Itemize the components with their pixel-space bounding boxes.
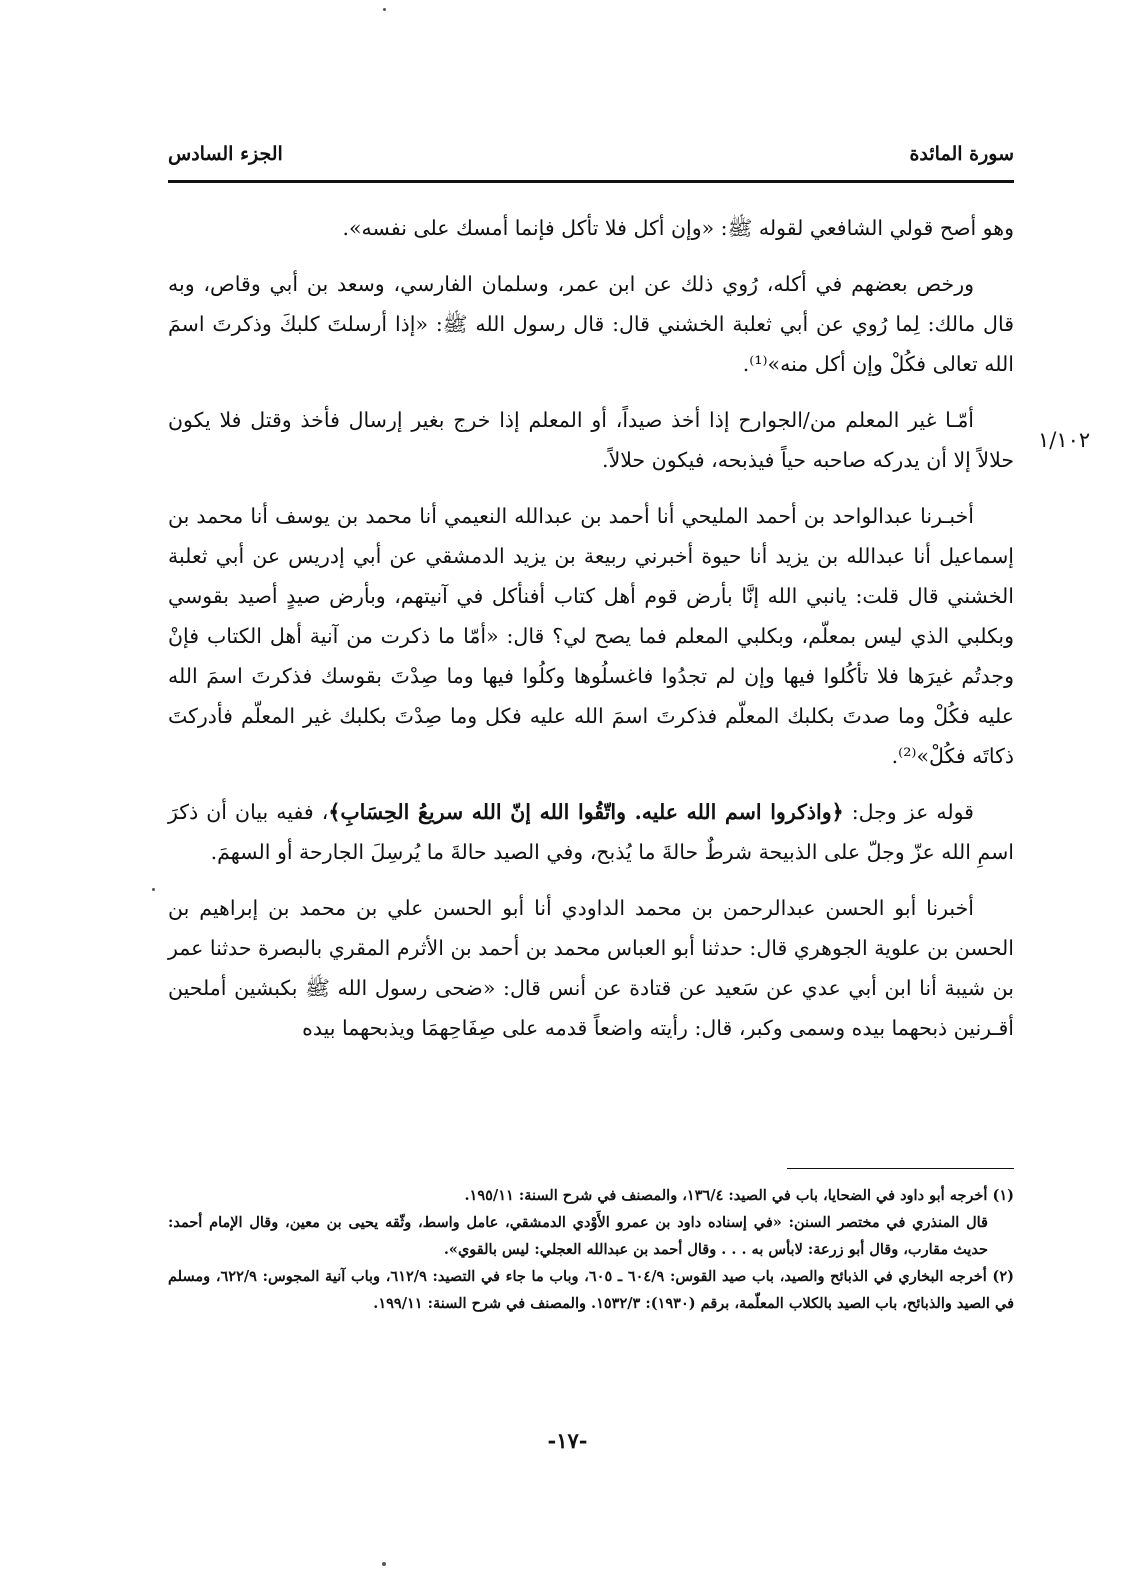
scan-speck [152, 888, 155, 891]
paragraph-3: أمّـا غير المعلم من/الجوارح إذا أخذ صيداً، أو المعلم إذا خرج بغير إرسال فأخذ وقتل فلا يكون حلالاً إلا أن يدركه صاحبه حياً فيذبحه، فيكون حلالاً. [168, 408, 1014, 472]
paragraph-1: وهو أصح قولي الشافعي لقوله ﷺ: «وإن أكل فلا تأكل فإنما أمسك على نفسه». [342, 216, 1014, 240]
part-title: الجزء السادس [168, 143, 283, 165]
paragraph-2: ورخص بعضهم في أكله، رُوي ذلك عن ابن عمر، وسلمان الفارسي، وسعد بن أبي وقاص، وبه قال مالك: لِما رُوي عن أبي ثعلبة الخشني قال: قال رسول الله ﷺ: «إذا أرسلتَ كلبكَ وذكرتَ اسمَ الله تعالى فكُلْ وإن أكل منه»⁽¹⁾. [168, 272, 1014, 376]
header-rule [168, 180, 1014, 183]
page-number: -١٧- [547, 1428, 588, 1453]
surah-title: سورة المائدة [909, 143, 1014, 165]
main-text [168, 208, 1014, 1064]
footnote-2: (٢) أخرجه البخاري في الذبائح والصيد، باب صيد القوس: ٦٠٤/٩ ـ ٦٠٥، وباب ما جاء في التصيد: ٦١٢/٩، وباب آنية المجوس: ٦٢٢/٩، ومسلم في الصيد والذبائح، باب الصيد بالكلاب المعلّمة، برقم (١٩٣٠): ١٥٣٢/٣. والمصنف في شرح السنة: ١٩٩/١١. [168, 1268, 1014, 1312]
quran-verse: ﴿واذكروا اسم الله عليه. واتّقُوا الله إنّ الله سريعُ الحِسَابِ﴾ [328, 800, 844, 824]
paragraph-6: أخبرنا أبو الحسن عبدالرحمن بن محمد الداودي أنا أبو الحسن علي بن محمد بن إبراهيم بن الحسن بن علوية الجوهري قال: حدثنا أبو العباس محمد بن أحمد بن الأثرم المقري بالبصرة حدثنا عمر بن شيبة أنا ابن أبي عدي عن سَعيد عن قتادة عن أنس قال: «ضحى رسول الله ﷺ بكبشين أملحين أقـرنين ذبحهما بيده وسمى وكبر، قال: رأيته واضعاً قدمه على صِفَاحِهمَا ويذبحهما بيده [168, 896, 1014, 1040]
margin-marker: ١/١٠٢ [1038, 428, 1091, 452]
quran-suffix: ، ففيه بيان أن ذكرَ اسمِ الله عزّ وجلّ على الذبيحة شرطٌ حالةَ ما يُذبح، وفي الصيد حالةَ ما يُرسِلَ الجارحة أو السهمَ. [168, 800, 1014, 864]
paragraph-4: أخبـرنا عبدالواحد بن أحمد المليحي أنا أحمد بن عبدالله النعيمي أنا محمد بن يوسف أنا محمد بن إسماعيل أنا عبدالله بن يزيد أنا حيوة أخبرني ربيعة بن يزيد الدمشقي عن أبي إدريس عن أبي ثعلبة الخشني قال قلت: يانبي الله إنَّا بأرض قوم أهل كتاب أفنأكل في آنيتهم، وبأرض صيدٍ أصيد بقوسي وبكلبي الذي ليس بمعلّم، وبكلبي المعلم فما يصح لي؟ قال: «أمّا ما ذكرت من آنية أهل الكتاب فإنْ وجدتُم غيرَها فلا تأكُلوا فيها وإن لم تجدُوا فاغسلُوها وكلُوا فيها وما صِدْتَ بقوسك فذكرتَ اسمَ الله عليه فكُلْ وما صدتَ بكلبك المعلّم فذكرتَ اسمَ الله عليه فكل وما صِدْتَ بكلبك غير المعلّم فأدركتَ ذكاتَه فكُلْ»⁽²⁾. [168, 504, 1014, 768]
scan-speck [382, 1562, 386, 1566]
footnote-rule [787, 1168, 1014, 1169]
running-header [168, 139, 1014, 171]
footnote-1: (١) أخرجه أبو داود في الضحايا، باب في الصيد: ١٣٦/٤، والمصنف في شرح السنة: ١٩٥/١١. [464, 1187, 1014, 1204]
quran-prefix: قوله عز وجل: [843, 800, 974, 824]
footnotes [168, 1182, 1014, 1317]
footnote-1-note: قال المنذري في مختصر السنن: «في إسناده داود بن عمرو الأَوْدي الدمشقي، عامل واسط، وثّقه يحيى بن معين، وقال الإمام أحمد: حديث مقارب، وقال أبو زرعة: لابأس به . . . وقال أحمد بن عبدالله العجلي: ليس بالقوي». [168, 1214, 988, 1258]
scan-speck [383, 8, 386, 11]
quran-paragraph [168, 792, 1014, 872]
